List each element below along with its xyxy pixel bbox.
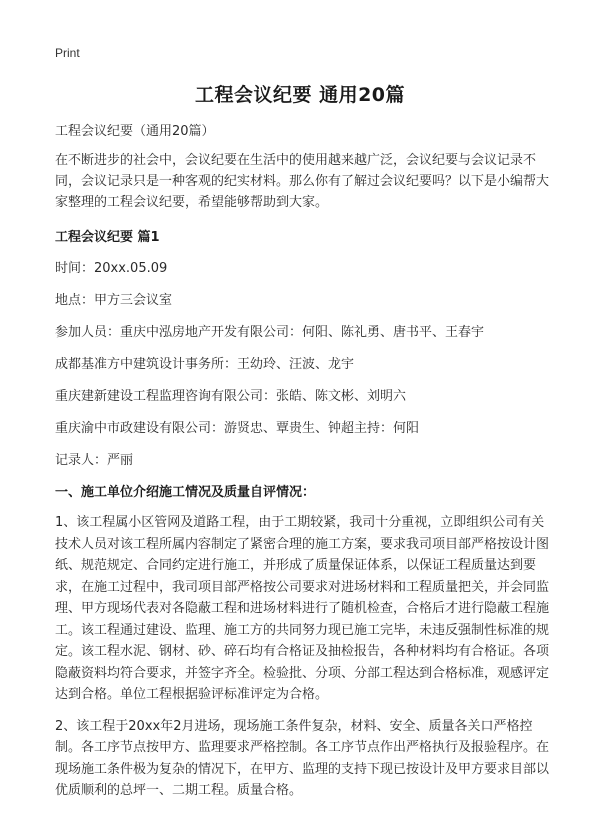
- subsection-heading: 一、施工单位介绍施工情况及质量自评情况：: [55, 485, 316, 500]
- section-heading: 工程会议纪要 篇1: [55, 230, 160, 245]
- body-paragraph-2: 2、该工程于20xx年2月进场，现场施工条件复杂，材料、安全、质量各关口严格控制。各工序节点按甲方、监理要求严格控制。各工序节点作出严格执行及报验程序。在现场施工条件极为复杂的情况下，在甲方、监理的支持下现已按设计及甲方要求目部以优质顺利的总坪一、二期工程。质量合格。: [55, 718, 550, 798]
- print-label[interactable]: Print: [55, 46, 80, 60]
- document-body: [55, 121, 550, 812]
- attendee-contractor: 重庆渝中市政建设有限公司：游贤忠、覃贵生、钟超主持：何阳: [55, 421, 420, 436]
- intro-paragraph: 在不断进步的社会中，会议纪要在生活中的使用越来越广泛，会议纪要与会议记录不同，会议记录只是一种客观的纪实材料。那么你有了解过会议纪要吗？以下是小编帮大家整理的工程会议纪要，希望能够帮助到大家。: [55, 153, 550, 210]
- meeting-location: 地点：甲方三会议室: [55, 293, 173, 308]
- meeting-time: 时间：20xx.05.09: [55, 261, 168, 276]
- page-title: 工程会议纪要 通用20篇: [194, 84, 406, 106]
- document-subtitle: 工程会议纪要（通用20篇）: [55, 124, 215, 139]
- attendee-supervisor: 重庆建新建设工程监理咨询有限公司：张皓、陈文彬、刘明六: [55, 389, 407, 404]
- meeting-attendees: 参加人员：重庆中泓房地产开发有限公司：何阳、陈礼勇、唐书平、王春宇: [55, 325, 485, 340]
- body-paragraph-1: 1、该工程属小区管网及道路工程，由于工期较紧，我司十分重视，立即组织公司有关技术人员对该工程所属内容制定了紧密合理的施工方案，要求我司项目部严格按设计图纸、规范规定、合同约定进行施工，并形成了质量保证体系，以保证工程质量达到要求，在施工过程中，我司项目部严格按公司要求对进场材料和工程质量把关，并会同监理、甲方现场代表对各隐蔽工程和进场材料进行了随机检查，合格后才进行隐蔽工程施工。该工程通过建设、监理、施工方的共同努力现已施工完毕，未违反强制性标准的规定。该工程水泥、钢材、砂、碎石均有合格证及抽检报告，各种材料均有合格证。各项隐蔽资料均符合要求，并签字齐全。检验批、分项、分部工程达到合格标准，观感评定达到合格。单位工程根据验评标准评定为合格。: [55, 515, 550, 702]
- attendee-design-institute: 成都基准方中建筑设计事务所：王幼玲、汪波、龙宇: [55, 357, 355, 372]
- meeting-recorder: 记录人：严丽: [55, 453, 134, 468]
